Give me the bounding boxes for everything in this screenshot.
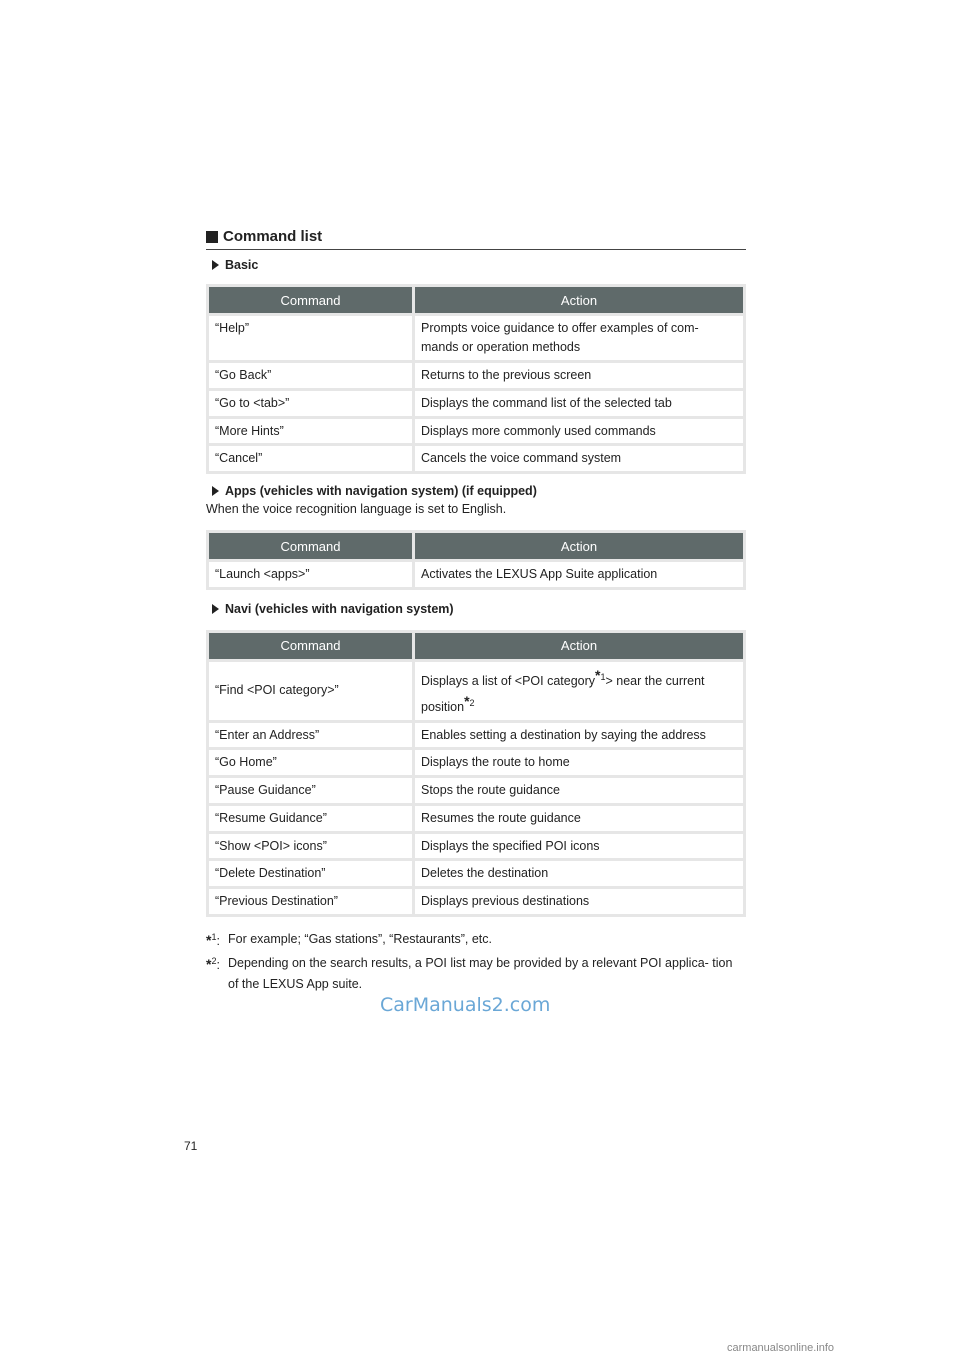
- footnote-text: For example; “Gas stations”, “Restaurants”, etc.: [228, 931, 492, 946]
- square-bullet-icon: [206, 231, 218, 243]
- action-cell: Displays previous destinations: [415, 889, 743, 914]
- column-header-action: Action: [415, 633, 743, 659]
- table-row: [209, 806, 743, 831]
- subheading-basic: [206, 258, 746, 272]
- table-header: [209, 633, 743, 659]
- table-row: [209, 723, 743, 748]
- action-cell: Cancels the voice command system: [415, 446, 743, 471]
- table-row: [209, 778, 743, 803]
- command-cell: “Help”: [209, 316, 412, 360]
- column-header-command: Command: [209, 633, 412, 659]
- footnote-ref: *2: [464, 692, 475, 709]
- table-row: [209, 419, 743, 444]
- column-header-command: Command: [209, 287, 412, 313]
- action-cell: Displays more commonly used commands: [415, 419, 743, 444]
- table-row: [209, 391, 743, 416]
- table-row: [209, 446, 743, 471]
- command-cell: “Resume Guidance”: [209, 806, 412, 831]
- footnote-marker: *$^1$:: [206, 931, 220, 948]
- column-header-action: Action: [415, 287, 743, 313]
- section-title-text: Command list: [223, 228, 323, 245]
- triangle-right-icon: [212, 486, 219, 496]
- command-cell: “Find <POI category>”: [209, 662, 412, 720]
- action-cell: Stops the route guidance: [415, 778, 743, 803]
- action-cell: Returns to the previous screen: [415, 363, 743, 388]
- subheading-apps-text: Apps (vehicles with navigation system) (if equipped): [225, 484, 537, 498]
- footnote-item: [206, 929, 746, 953]
- action-cell: Enables setting a destination by saying the address: [415, 723, 743, 748]
- command-cell: “Go to <tab>”: [209, 391, 412, 416]
- action-cell: Displays the specified POI icons: [415, 834, 743, 859]
- table-header: [209, 533, 743, 559]
- footnote-item: [206, 953, 746, 996]
- command-cell: “Cancel”: [209, 446, 412, 471]
- command-cell: “Previous Destination”: [209, 889, 412, 914]
- apps-note: When the voice recognition language is set to English.: [206, 502, 507, 516]
- table-row: [209, 662, 743, 720]
- subheading-apps: [206, 484, 746, 498]
- action-cell: [415, 662, 743, 720]
- triangle-right-icon: [212, 604, 219, 614]
- action-cell: Activates the LEXUS App Suite application: [415, 562, 743, 587]
- table-row: [209, 834, 743, 859]
- basic-command-table: [206, 284, 746, 474]
- page-number: 71: [184, 1139, 198, 1153]
- command-cell: “Go Home”: [209, 750, 412, 775]
- action-cell: Prompts voice guidance to offer examples of com- mands or operation methods: [415, 316, 743, 360]
- action-text-part: > near the current position: [421, 673, 705, 714]
- triangle-right-icon: [212, 260, 219, 270]
- table-row: [209, 861, 743, 886]
- column-header-action: Action: [415, 533, 743, 559]
- command-cell: “Delete Destination”: [209, 861, 412, 886]
- section-title: [206, 228, 746, 250]
- apps-command-table: [206, 530, 746, 590]
- table-row: [209, 363, 743, 388]
- navi-command-table: [206, 630, 746, 917]
- command-cell: “Pause Guidance”: [209, 778, 412, 803]
- table-row: [209, 750, 743, 775]
- subheading-navi: [206, 602, 746, 616]
- subheading-basic-text: Basic: [225, 258, 259, 272]
- footnote-text: Depending on the search results, a POI list may be provided by a relevant POI applica- tion of the LEXUS App suite.: [228, 955, 733, 991]
- column-header-command: Command: [209, 533, 412, 559]
- command-cell: “Go Back”: [209, 363, 412, 388]
- site-footer-watermark: carmanualsonline.info: [727, 1342, 835, 1354]
- table-row: [209, 562, 743, 587]
- table-header: [209, 287, 743, 313]
- page-content: [206, 228, 746, 995]
- table-row: [209, 316, 743, 360]
- subheading-navi-text: Navi (vehicles with navigation system): [225, 601, 454, 616]
- footnote-ref: *1: [595, 666, 606, 683]
- footnotes: [206, 929, 746, 995]
- action-cell: Displays the command list of the selected tab: [415, 391, 743, 416]
- command-cell: “Enter an Address”: [209, 723, 412, 748]
- command-cell: “Show <POI> icons”: [209, 834, 412, 859]
- action-text-part: Displays a list of <POI category: [421, 673, 596, 688]
- footnote-marker: *$^2$:: [206, 955, 220, 972]
- action-cell: Displays the route to home: [415, 750, 743, 775]
- action-cell: Resumes the route guidance: [415, 806, 743, 831]
- table-row: [209, 889, 743, 914]
- watermark-logo[interactable]: CarManuals2.com: [380, 994, 551, 1016]
- command-cell: “Launch <apps>”: [209, 562, 412, 587]
- command-cell: “More Hints”: [209, 419, 412, 444]
- action-cell: Deletes the destination: [415, 861, 743, 886]
